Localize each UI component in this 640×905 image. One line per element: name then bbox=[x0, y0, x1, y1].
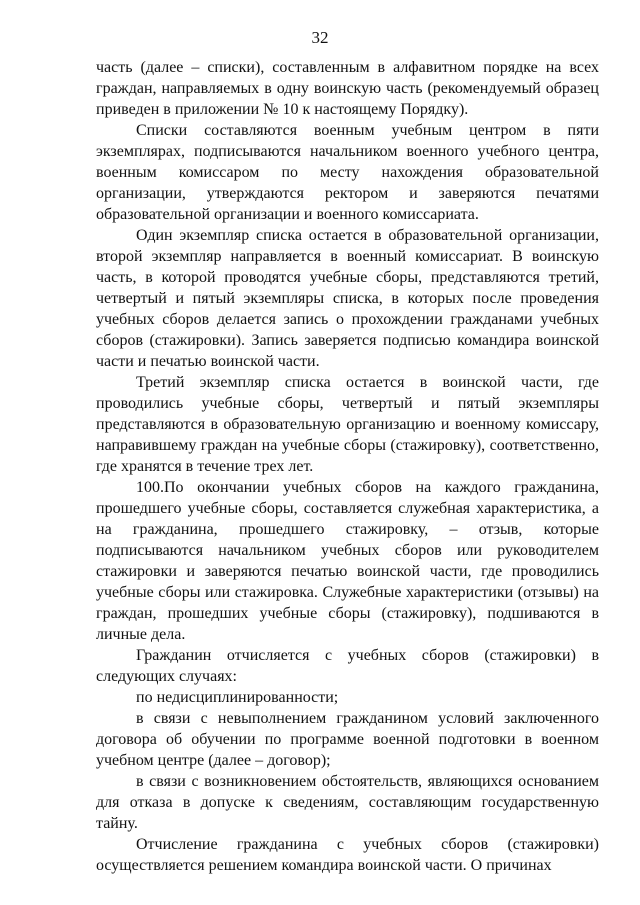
list-item-state-secret: в связи с возникновением обстоятельств, являющихся основанием для отказа в допуске к сведениям, составляющим государственную тайну. bbox=[96, 773, 599, 832]
list-item-indiscipline: по недисциплинированности; bbox=[136, 689, 339, 706]
paragraph-expulsion-decision: Отчисление гражданина с учебных сборов (стажировки) осуществляется решением командира воинской части. О причинах bbox=[96, 836, 599, 874]
paragraph-item-100: 100.По окончании учебных сборов на каждого гражданина, прошедшего учебные сборы, составляется служебная характеристика, а на гражданина, прошедшего стажировку, – отзыв, которые подписываются начальником учебных сборов или руководителем стажировки и заверяются печатью воинской части, где проводились учебные сборы или стажировка. Служебные характеристики (отзывы) на граждан, прошедших учебные сборы (стажировку), подшиваются в личные дела. bbox=[96, 479, 599, 643]
paragraph-copy-distribution: Один экземпляр списка остается в образовательной организации, второй экземпляр направляется в военный комиссариат. В воинскую часть, в которой проводятся учебные сборы, представляются третий, четвертый и пятый экземпляры списка, в которых после проведения учебных сборов делается запись о прохождении гражданами учебных сборов (стажировки). Запись заверяется подписью командира воинской части и печатью воинской части. bbox=[96, 227, 599, 370]
page-number: 32 bbox=[311, 28, 329, 47]
paragraph-lists-preparation: Списки составляются военным учебным центром в пяти экземплярах, подписываются начальником военного учебного центра, военным комиссаром по месту нахождения образовательной организации, утверждаются ректором и заверяются печатями образовательной организации и военного комиссариата. bbox=[96, 122, 599, 223]
list-item-contract-breach: в связи с невыполнением гражданином условий заключенного договора об обучении по программе военной подготовки в военном учебном центре (далее – договор); bbox=[96, 710, 599, 769]
paragraph-expulsion-cases: Гражданин отчисляется с учебных сборов (стажировки) в следующих случаях: bbox=[96, 647, 599, 685]
paragraph-lists-definition: часть (далее – списки), составленным в алфавитном порядке на всех граждан, направляемых в одну воинскую часть (рекомендуемый образец приведен в приложении № 10 к настоящему Порядку). bbox=[96, 59, 599, 118]
document-body bbox=[96, 57, 599, 876]
paragraph-copy-storage: Третий экземпляр списка остается в воинской части, где проводились учебные сборы, четвертый и пятый экземпляры представляются в образовательную организацию и военному комиссару, направившему граждан на учебные сборы (стажировку), соответственно, где хранятся в течение трех лет. bbox=[96, 374, 599, 475]
